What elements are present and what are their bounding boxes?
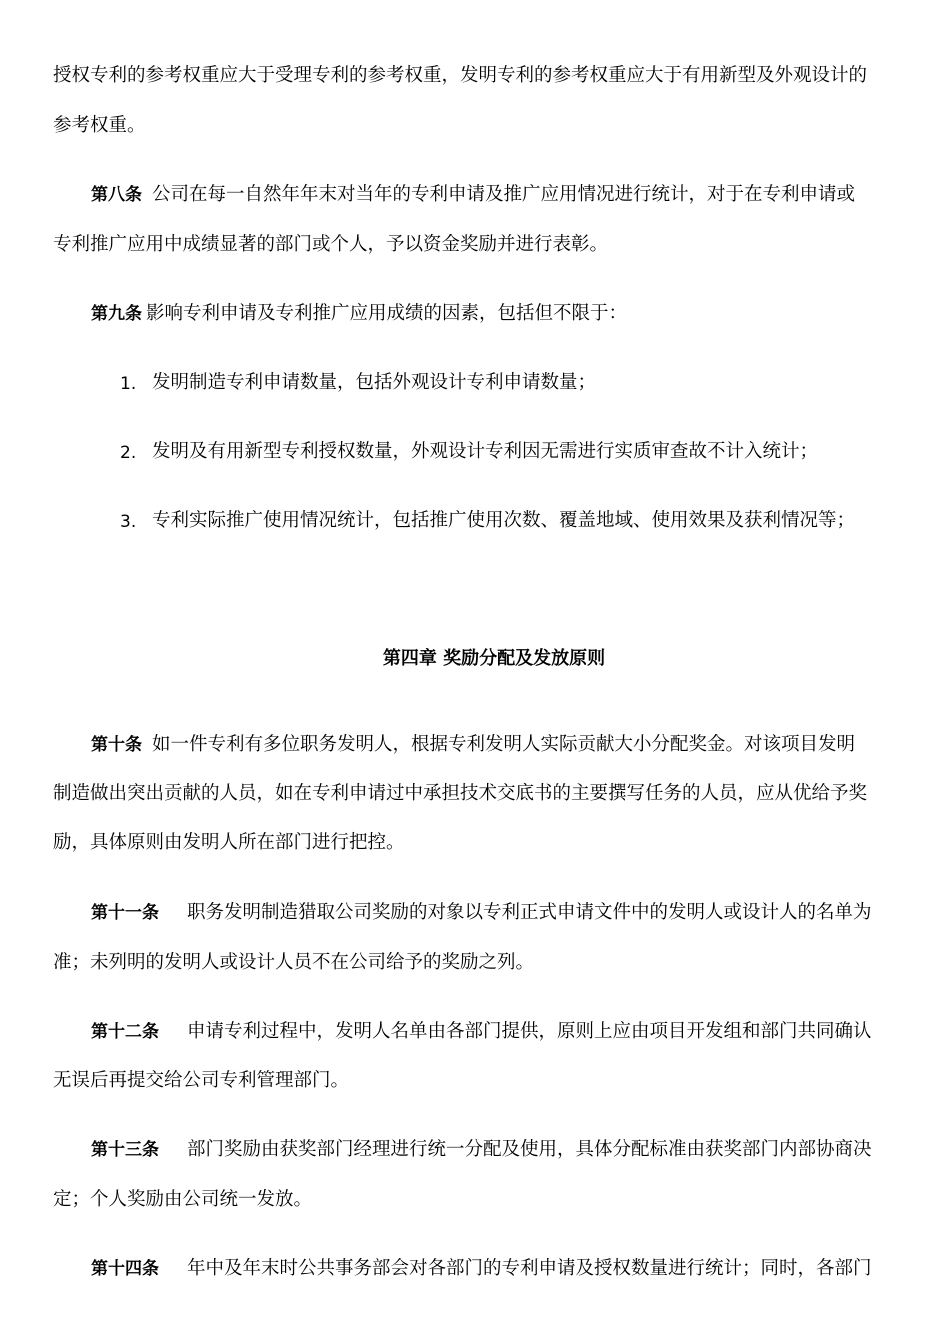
article-12-text-1: 申请专利过程中，发明人名单由各部门提供，原则上应由项目开发组和部门共同确认 [187,1021,872,1042]
list-item-number: 1. [120,374,137,394]
article-13-line-1 [91,1138,872,1162]
article-9-label: 第九条 [91,304,142,324]
article-14-label: 第十四条 [91,1259,159,1279]
article-13-label: 第十三条 [91,1140,159,1160]
article-14-text-1: 年中及年末时公共事务部会对各部门的专利申请及授权数量进行统计；同时，各部门 [187,1258,872,1279]
article-10-line-1 [91,733,855,757]
article-12-label: 第十二条 [91,1022,159,1042]
list-item-number: 2. [120,443,137,463]
article-13-line-2: 定；个人奖励由公司统一发放。 [53,1189,313,1210]
article-10-text-1: 如一件专利有多位职务发明人，根据专利发明人实际贡献大小分配奖金。对该项目发明 [152,734,856,755]
article-8-label: 第八条 [91,185,142,205]
article-9-text: 影响专利申请及专利推广应用成绩的因素，包括但不限于： [146,303,628,324]
article-10-line-2: 制造做出突出贡献的人员，如在专利申请过中承担技术交底书的主要撰写任务的人员，应从优给予奖 [53,783,868,804]
article-8-line-1 [91,183,855,207]
article-11-label: 第十一条 [91,903,159,923]
article-10-line-3: 励，具体原则由发明人所在部门进行把控。 [53,832,405,853]
article-12-line-2: 无误后再提交给公司专利管理部门。 [53,1070,350,1091]
list-item: 发明制造专利申请数量，包括外观设计专利申请数量； [152,372,597,393]
article-11-line-2: 准；未列明的发明人或设计人员不在公司给予的奖励之列。 [53,952,535,973]
article-9-line [91,302,627,326]
chapter-heading: 第四章 奖励分配及发放原则 [382,648,606,669]
list-item-number: 3. [120,512,137,532]
article-14-line-1 [91,1257,872,1281]
article-11-text-1: 职务发明制造猎取公司奖励的对象以专利正式申请文件中的发明人或设计人的名单为 [187,902,872,923]
article-8-line-2: 专利推广应用中成绩显著的部门或个人，予以资金奖励并进行表彰。 [53,234,609,255]
article-8-text-1: 公司在每一自然年年末对当年的专利申请及推广应用情况进行统计，对于在专利申请或 [152,184,856,205]
article-13-text-1: 部门奖励由获奖部门经理进行统一分配及使用，具体分配标准由获奖部门内部协商决 [187,1139,872,1160]
intro-line-2: 参考权重。 [53,115,146,136]
article-12-line-1 [91,1020,872,1044]
list-item: 专利实际推广使用情况统计，包括推广使用次数、覆盖地域、使用效果及获利情况等； [152,510,856,531]
article-10-label: 第十条 [91,735,142,755]
intro-line-1: 授权专利的参考权重应大于受理专利的参考权重，发明专利的参考权重应大于有用新型及外观设计的 [53,65,868,86]
article-11-line-1 [91,901,872,925]
list-item: 发明及有用新型专利授权数量，外观设计专利因无需进行实质审查故不计入统计； [152,441,819,462]
